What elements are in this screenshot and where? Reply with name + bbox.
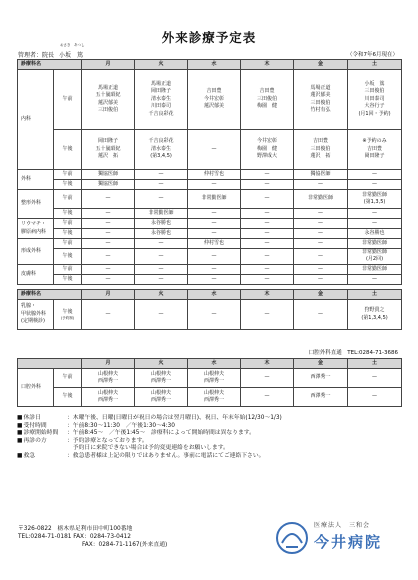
table-row — [18, 170, 402, 180]
schedule-cell: 非常勤医師 — [294, 190, 348, 209]
hospital-logo — [272, 518, 397, 558]
header-dept-label: 診療科名 — [18, 60, 82, 70]
schedule-cell: 吉田豊 三田俊伯 梅園 健 — [241, 70, 294, 130]
schedule-cell: 獨協医師 — [294, 170, 348, 180]
time-slot: 午後 — [54, 209, 82, 219]
time-slot: 午前 — [54, 369, 82, 388]
schedule-cell: — — [241, 190, 294, 209]
table-row — [18, 249, 402, 265]
schedule-cell: — — [188, 300, 241, 330]
schedule-cell: 非常勤医師 — [348, 264, 402, 274]
schedule-cell: 山根伸夫 西澤秀一 — [135, 388, 188, 407]
footer-contact — [18, 525, 167, 549]
schedule-cell: 吉田豊 三田俊伯 蓮沢 拓 — [294, 130, 348, 170]
schedule-cell: — — [348, 180, 402, 190]
schedule-cell: 永谷勝也 — [348, 229, 402, 239]
schedule-cell: 永谷勝也 — [135, 229, 188, 239]
schedule-cell: — — [135, 274, 188, 284]
schedule-cell: 仲村雪也 — [188, 170, 241, 180]
dental-direct-phone: 口腔外科直通 TEL:0284-71-3686 — [308, 350, 398, 356]
note-text: ：救急患者様は上記の限りではありません。事前に電話にてご連絡下さい。 — [67, 452, 265, 459]
note-item — [17, 453, 402, 461]
note-key: ■ 再診の方 — [17, 438, 67, 446]
schedule-cell: — — [135, 249, 188, 265]
note-text: 予約日に来院できない場合は予約変更連絡をお願いします。 — [67, 445, 229, 451]
schedule-cell: 馬場正道 蓮沢郁美 三田俊伯 竹村有弘 — [294, 70, 348, 130]
schedule-cell: 非常勤医師 — [135, 209, 188, 219]
note-item — [17, 423, 402, 431]
schedule-cell: — — [294, 300, 348, 330]
header-day: 月 — [82, 290, 135, 300]
schedule-cell: 今井宏彰 梅園 健 野澤成大 — [241, 130, 294, 170]
schedule-cell: — — [348, 219, 402, 229]
notes-section — [17, 415, 402, 460]
schedule-cell: — — [241, 300, 294, 330]
schedule-cell: — — [82, 190, 135, 209]
table-row — [18, 70, 402, 130]
schedule-cell: — — [135, 170, 188, 180]
dept-name: 乳腺・ 甲状腺外科 (定期検診) — [18, 300, 54, 330]
dental-schedule-table — [17, 358, 402, 407]
schedule-cell: 獨協医師 — [82, 170, 135, 180]
schedule-cell: 非常勤医師 (第1,3,5) — [348, 190, 402, 209]
schedule-cell: 山根伸夫 西澤秀一 — [188, 369, 241, 388]
header-row — [18, 290, 402, 300]
header-day: 火 — [135, 359, 188, 369]
time-slot: 午前 — [54, 190, 82, 209]
header-day: 火 — [135, 60, 188, 70]
table-row — [18, 130, 402, 170]
schedule-cell: — — [294, 274, 348, 284]
schedule-cell: — — [241, 388, 294, 407]
schedule-cell: — — [241, 219, 294, 229]
schedule-cell: 小坂 篤 三田俊伯 川田泰司 大谷行子 (月1回・予約) — [348, 70, 402, 130]
schedule-cell: — — [241, 369, 294, 388]
header-day: 土 — [348, 359, 402, 369]
header-day: 木 — [241, 60, 294, 70]
time-slot — [54, 300, 82, 330]
table-row — [18, 229, 402, 239]
table-row — [18, 180, 402, 190]
header-day: 土 — [348, 60, 402, 70]
header-row — [18, 60, 402, 70]
schedule-cell: — — [241, 249, 294, 265]
schedule-cell: — — [188, 264, 241, 274]
schedule-cell: — — [188, 130, 241, 170]
time-slot: 午後 — [54, 229, 82, 239]
schedule-cell: 山根伸夫 西澤秀一 — [82, 369, 135, 388]
schedule-cell: 非常勤医師 (月2回) — [348, 249, 402, 265]
note-text: ：予約診療となっております。 — [67, 437, 148, 444]
schedule-cell: — — [241, 180, 294, 190]
schedule-cell: — — [294, 239, 348, 249]
schedule-cell: 山根伸夫 西澤秀一 — [188, 388, 241, 407]
slot-label: 午後 — [62, 308, 73, 315]
header-row — [18, 359, 402, 369]
schedule-cell: — — [348, 274, 402, 284]
time-slot: 午前 — [54, 170, 82, 180]
dept-name: 形成外科 — [18, 239, 54, 265]
header-day: 火 — [135, 290, 188, 300]
manager-name: 小坂 篤 — [58, 52, 83, 59]
note-text: ：木曜午後、日曜(日曜日が祝日の場合は翌月曜日)、祝日、年末年始(12/30～1/3) — [67, 415, 282, 421]
schedule-cell: — — [241, 170, 294, 180]
schedule-cell: — — [82, 219, 135, 229]
footer-fax: FAX：0284-71-1167(外来直通) — [82, 542, 168, 548]
page-title: 外来診療予定表 — [161, 30, 257, 45]
schedule-cell: — — [135, 300, 188, 330]
header-day: 水 — [188, 359, 241, 369]
schedule-cell: 永谷勝也 — [135, 219, 188, 229]
header-dept-label: 診療科名 — [18, 290, 82, 300]
time-slot: 午前 — [54, 264, 82, 274]
schedule-cell: — — [241, 264, 294, 274]
time-slot: 午前 — [54, 239, 82, 249]
table-row — [18, 219, 402, 229]
schedule-cell: — — [348, 369, 402, 388]
schedule-cell: — — [82, 264, 135, 274]
header-day: 月 — [82, 359, 135, 369]
header-day: 土 — [348, 290, 402, 300]
manager-label: 管理者：院長 — [18, 52, 55, 59]
note-item — [17, 430, 402, 438]
schedule-cell: — — [82, 274, 135, 284]
schedule-cell: — — [294, 229, 348, 239]
main-schedule-table — [17, 59, 402, 285]
schedule-cell: — — [188, 229, 241, 239]
table-row — [18, 209, 402, 219]
schedule-cell: — — [241, 274, 294, 284]
schedule-cell: — — [135, 264, 188, 274]
schedule-cell: ※予約のみ 吉田豊 岡田隆子 — [348, 130, 402, 170]
note-item — [17, 445, 402, 453]
schedule-cell: 山根伸夫 西澤秀一 — [135, 369, 188, 388]
table-row — [18, 239, 402, 249]
schedule-cell: — — [82, 239, 135, 249]
schedule-cell: 馬場正道 五十嵐昭紀 蓮沢郁美 三田俊伯 — [82, 70, 135, 130]
time-slot: 午後 — [54, 180, 82, 190]
schedule-cell: — — [82, 300, 135, 330]
schedule-cell: 非常勤医師 — [188, 190, 241, 209]
note-key: ■ 受付時間 — [17, 423, 67, 431]
note-key: ■ 診療開始時間 — [17, 430, 67, 438]
schedule-cell: — — [294, 264, 348, 274]
hospital-mark-icon — [274, 521, 310, 555]
header-day: 木 — [241, 359, 294, 369]
footer-tel: TEL:0284-71-0181 FAX：0284-73-0412 — [18, 534, 131, 540]
schedule-cell: 岡田隆子 五十嵐昭紀 蓮沢 拓 — [82, 130, 135, 170]
header-day: 水 — [188, 290, 241, 300]
as-of-date: （令和7年6月現在） — [347, 52, 398, 58]
schedule-cell: — — [82, 229, 135, 239]
schedule-cell: 仲村雪也 — [188, 239, 241, 249]
schedule-cell: — — [294, 249, 348, 265]
schedule-cell: 吉田豊 今井宏彰 蓮沢郁美 — [188, 70, 241, 130]
table-row — [18, 264, 402, 274]
breast-schedule-table — [17, 289, 402, 330]
table-row — [18, 274, 402, 284]
note-item — [17, 415, 402, 423]
dept-name: 皮膚科 — [18, 264, 54, 284]
schedule-cell: — — [135, 190, 188, 209]
schedule-cell: — — [135, 180, 188, 190]
hospital-name: 今井病院 — [314, 533, 383, 551]
table-row — [18, 300, 402, 330]
schedule-cell: 西澤秀一 — [294, 388, 348, 407]
slot-note: (予約制) — [60, 316, 75, 321]
table-row — [18, 388, 402, 407]
schedule-cell: 獨協医師 — [82, 180, 135, 190]
schedule-cell: 非常勤医師 — [348, 239, 402, 249]
schedule-cell: 西澤秀一 — [294, 369, 348, 388]
schedule-cell: — — [294, 180, 348, 190]
header-blank — [18, 359, 82, 369]
time-slot: 午後 — [54, 388, 82, 407]
header-day: 水 — [188, 60, 241, 70]
schedule-cell: — — [188, 249, 241, 265]
schedule-cell: — — [348, 209, 402, 219]
footer-address: 〒326-0822 栃木県足利市田中町100番地 — [18, 526, 133, 532]
table-row — [18, 369, 402, 388]
schedule-cell: 狩野貴之 (第1,3,4,5) — [348, 300, 402, 330]
header-day: 月 — [82, 60, 135, 70]
header-day: 木 — [241, 290, 294, 300]
schedule-cell: — — [188, 180, 241, 190]
header-day: 金 — [294, 359, 348, 369]
schedule-cell: — — [188, 209, 241, 219]
header-day: 金 — [294, 60, 348, 70]
corp-name: 医療法人 三和会 — [314, 522, 371, 529]
time-slot: 午前 — [54, 70, 82, 130]
time-slot: 午後 — [54, 249, 82, 265]
note-text: ：午前8:45～ ／午後1:45～ 診療科によって開始時間は異なります。 — [67, 430, 255, 436]
note-item — [17, 438, 402, 446]
dept-name: 外科 — [18, 170, 54, 190]
schedule-cell: — — [135, 239, 188, 249]
dept-name: リウマチ・ 膠原病内科 — [18, 219, 54, 239]
manager-ruby: おさき あつし — [60, 43, 85, 47]
time-slot: 午後 — [54, 130, 82, 170]
schedule-cell: 馬場正道 岡田隆子 清水泰生 川田泰司 千吉良彩花 — [135, 70, 188, 130]
schedule-cell: — — [294, 219, 348, 229]
dept-name: 内科 — [18, 70, 54, 170]
schedule-cell: — — [348, 170, 402, 180]
dept-name: 口腔外科 — [18, 369, 54, 407]
time-slot: 午前 — [54, 219, 82, 229]
schedule-cell: — — [188, 219, 241, 229]
note-key: ■ 休診日 — [17, 415, 67, 423]
note-key: ■ 救急 — [17, 453, 67, 461]
table-row — [18, 190, 402, 209]
dept-name: 整形外科 — [18, 190, 54, 219]
manager-line — [18, 43, 85, 59]
schedule-cell: — — [241, 229, 294, 239]
schedule-cell: — — [348, 388, 402, 407]
schedule-cell: — — [82, 209, 135, 219]
time-slot: 午後 — [54, 274, 82, 284]
schedule-cell: 千吉良彩花 清水泰生 (第3,4,5) — [135, 130, 188, 170]
schedule-cell: 山根伸夫 西澤秀一 — [82, 388, 135, 407]
schedule-cell: — — [82, 249, 135, 265]
header-day: 金 — [294, 290, 348, 300]
schedule-cell: — — [241, 209, 294, 219]
schedule-cell: — — [188, 274, 241, 284]
schedule-cell: — — [241, 239, 294, 249]
note-text: ：午前8:30～11:30 ／午後1:30～4:30 — [67, 422, 175, 429]
schedule-cell: — — [294, 209, 348, 219]
